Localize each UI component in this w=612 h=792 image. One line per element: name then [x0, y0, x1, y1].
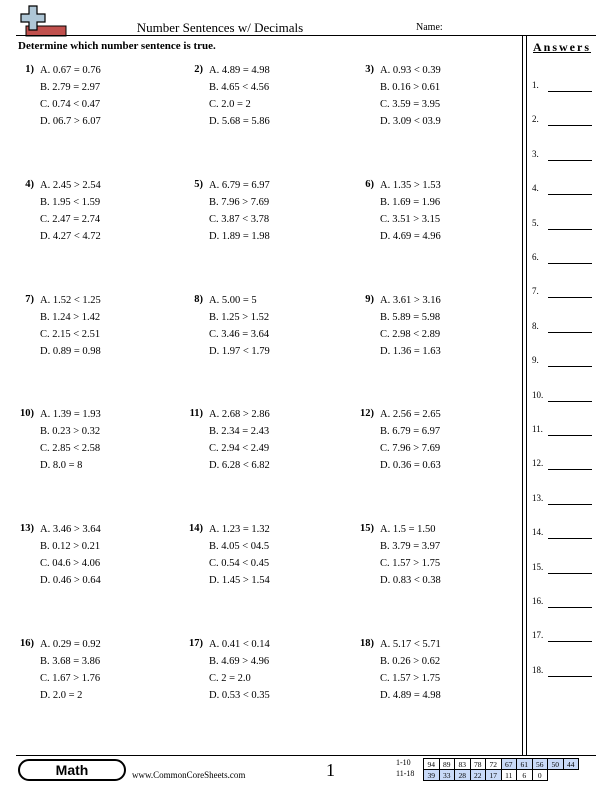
score-cell: 0	[532, 770, 548, 781]
problem-number: 18)	[360, 638, 374, 649]
problem-number: 17)	[189, 638, 203, 649]
option[interactable]: A. 2.68 > 2.86	[209, 409, 270, 421]
answer-number: 14.	[532, 527, 544, 538]
option[interactable]: A. 3.61 > 3.16	[380, 294, 441, 306]
score-cell: 61	[517, 759, 533, 770]
option-list	[40, 294, 101, 362]
answer-column-divider	[526, 36, 527, 755]
option[interactable]: A. 0.67 = 0.76	[40, 65, 101, 76]
option[interactable]: C. 2.15 < 2.51	[40, 328, 101, 340]
score-cell: 22	[470, 770, 486, 781]
option-list	[209, 523, 270, 591]
option-list	[40, 64, 101, 132]
option[interactable]: B. 4.05 < 04.5	[209, 541, 270, 553]
answer-number: 11.	[532, 424, 543, 434]
option-list	[209, 294, 270, 362]
score-cell: 28	[455, 770, 471, 781]
option[interactable]: C. 0.54 < 0.45	[209, 558, 270, 570]
option[interactable]: C. 1.67 > 1.76	[40, 673, 101, 684]
option[interactable]: B. 1.69 = 1.96	[380, 196, 441, 208]
instructions: Determine which number sentence is true.	[18, 40, 216, 52]
answer-number: 2.	[532, 114, 539, 125]
score-row-label: 11-18	[396, 769, 415, 778]
option-list	[380, 638, 441, 706]
score-table	[423, 769, 548, 781]
problem-number: 1)	[25, 64, 34, 75]
option[interactable]: B. 0.23 > 0.32	[40, 426, 101, 438]
problem-number: 15)	[360, 523, 374, 535]
score-cell: 17	[486, 770, 502, 781]
option[interactable]: D. 6.28 < 6.82	[209, 460, 270, 472]
option[interactable]: C. 04.6 > 4.06	[40, 558, 101, 570]
score-cell: 72	[486, 759, 502, 770]
option[interactable]: D. 0.89 = 0.98	[40, 345, 101, 357]
option[interactable]: D. 4.69 = 4.96	[380, 230, 441, 242]
answer-row	[532, 355, 592, 369]
problem-number: 12)	[360, 408, 374, 420]
answer-row	[532, 183, 592, 197]
option[interactable]: B. 1.24 > 1.42	[40, 311, 101, 323]
option[interactable]: D. 1.45 > 1.54	[209, 575, 270, 587]
score-cell: 39	[424, 770, 440, 781]
answer-number: 18.	[532, 664, 544, 675]
option[interactable]: A. 1.35 > 1.53	[380, 179, 441, 191]
answer-blank[interactable]	[548, 435, 592, 436]
option[interactable]: C. 7.96 > 7.69	[380, 443, 441, 455]
answer-row	[532, 149, 592, 163]
option[interactable]: B. 0.16 > 0.61	[380, 82, 441, 93]
answer-row	[532, 286, 592, 300]
option-list	[380, 64, 441, 132]
option[interactable]: D. 2.0 = 2	[40, 690, 83, 701]
option[interactable]: D. 8.0 = 8	[40, 460, 83, 472]
answer-row	[532, 493, 592, 507]
option[interactable]: C. 2.98 < 2.89	[380, 328, 441, 340]
answer-blank[interactable]	[548, 538, 592, 539]
answer-number: 8.	[532, 320, 539, 331]
answer-row	[532, 596, 592, 610]
option[interactable]: D. 5.68 = 5.86	[209, 116, 270, 127]
option[interactable]: C. 2.85 < 2.58	[40, 443, 101, 455]
answer-blank[interactable]	[548, 297, 592, 298]
option[interactable]: A. 2.56 = 2.65	[380, 409, 441, 421]
option-list	[380, 294, 441, 362]
footer-divider	[16, 755, 596, 756]
problem-number: 16)	[20, 638, 34, 649]
problem-number: 14)	[189, 523, 203, 535]
score-cell: 11	[501, 770, 517, 781]
answer-row	[532, 114, 592, 128]
answer-blank[interactable]	[548, 504, 592, 505]
option[interactable]: D. 1.89 = 1.98	[209, 230, 270, 242]
problem-number: 3)	[365, 64, 374, 75]
option[interactable]: A. 1.23 = 1.32	[209, 524, 270, 536]
answer-number: 12.	[532, 458, 544, 469]
option[interactable]: A. 2.45 > 2.54	[40, 179, 101, 191]
option-list	[380, 408, 441, 476]
option[interactable]: D. 0.53 < 0.35	[209, 690, 270, 701]
problem-number: 10)	[20, 408, 34, 420]
option[interactable]: B. 3.68 = 3.86	[40, 656, 101, 667]
answer-number: 1.	[532, 80, 539, 90]
score-cell: 33	[439, 770, 455, 781]
option-list	[40, 523, 101, 591]
answers-title: Answers	[533, 40, 591, 54]
answer-blank[interactable]	[548, 641, 592, 642]
answer-blank[interactable]	[548, 332, 592, 333]
option[interactable]: A. 0.93 < 0.39	[380, 65, 441, 76]
answer-blank[interactable]	[548, 229, 592, 230]
option[interactable]: B. 2.34 = 2.43	[209, 426, 270, 438]
option-list	[209, 638, 270, 706]
answer-number: 4.	[532, 183, 539, 194]
answer-number: 16.	[532, 596, 544, 606]
option-list	[40, 638, 101, 706]
problem-number: 6)	[365, 178, 374, 190]
score-cell: 50	[548, 759, 564, 770]
option[interactable]: D. 1.97 < 1.79	[209, 345, 270, 357]
option[interactable]: D. 1.36 = 1.63	[380, 345, 441, 357]
answer-blank[interactable]	[548, 469, 592, 470]
option[interactable]: B. 4.65 < 4.56	[209, 82, 270, 93]
option[interactable]: C. 2.47 = 2.74	[40, 213, 101, 225]
answer-blank[interactable]	[548, 366, 592, 367]
score-cell: 94	[424, 759, 440, 770]
answer-number: 13.	[532, 492, 544, 503]
option[interactable]: C. 1.57 > 1.75	[380, 673, 441, 684]
option[interactable]: A. 5.17 < 5.71	[380, 639, 441, 650]
option[interactable]: A. 3.46 > 3.64	[40, 524, 101, 536]
option[interactable]: C. 3.87 < 3.78	[209, 213, 270, 225]
option-list	[209, 179, 270, 247]
option[interactable]: B. 7.96 > 7.69	[209, 196, 270, 208]
option[interactable]: B. 1.25 > 1.52	[209, 311, 270, 323]
problem-number: 8)	[194, 293, 203, 305]
option[interactable]: C. 2.0 = 2	[209, 99, 251, 110]
problem-number: 13)	[20, 523, 34, 535]
score-cell: 83	[455, 759, 471, 770]
option-list	[209, 64, 270, 132]
option-list	[380, 523, 441, 591]
option[interactable]: A. 0.41 < 0.14	[209, 639, 270, 650]
page-number: 1	[326, 760, 335, 780]
option[interactable]: A. 1.52 < 1.25	[40, 294, 101, 306]
answer-column-divider	[522, 36, 523, 755]
option[interactable]: D. 4.89 = 4.98	[380, 690, 441, 701]
answer-row	[532, 527, 592, 541]
option-list	[209, 408, 270, 476]
answer-number: 3.	[532, 148, 539, 159]
answer-blank[interactable]	[548, 263, 592, 264]
answer-blank[interactable]	[548, 125, 592, 126]
answer-row	[532, 665, 592, 679]
answer-row	[532, 252, 592, 266]
option[interactable]: D. 0.46 > 0.64	[40, 575, 101, 587]
score-cell: 44	[563, 759, 579, 770]
option[interactable]: A. 6.79 = 6.97	[209, 179, 270, 191]
answer-number: 9.	[532, 355, 539, 366]
score-cell: 6	[517, 770, 533, 781]
option[interactable]: C. 3.59 = 3.95	[380, 99, 441, 110]
answer-row	[532, 390, 592, 404]
option[interactable]: C. 2 = 2.0	[209, 673, 251, 684]
score-cell: 89	[439, 759, 455, 770]
answer-blank[interactable]	[548, 401, 592, 402]
answer-row	[532, 630, 592, 644]
score-cell: 67	[501, 759, 517, 770]
score-row-label: 1-10	[396, 758, 411, 767]
answer-blank[interactable]	[548, 573, 592, 574]
header-divider	[16, 35, 596, 36]
option[interactable]: B. 1.95 < 1.59	[40, 196, 101, 208]
problem-number: 11)	[189, 408, 203, 420]
option-list	[40, 179, 101, 247]
option[interactable]: C. 3.51 > 3.15	[380, 213, 441, 225]
option[interactable]: A. 4.89 = 4.98	[209, 65, 270, 76]
site-url: www.CommonCoreSheets.com	[132, 770, 246, 780]
option[interactable]: B. 2.79 = 2.97	[40, 82, 101, 93]
option[interactable]: C. 1.57 > 1.75	[380, 558, 441, 570]
option[interactable]: C. 3.46 = 3.64	[209, 328, 270, 340]
option[interactable]: B. 6.79 = 6.97	[380, 426, 441, 438]
answer-number: 10.	[532, 389, 544, 400]
score-cell: 78	[470, 759, 486, 770]
option[interactable]: B. 0.12 > 0.21	[40, 541, 101, 553]
answer-row	[532, 458, 592, 472]
subject-badge: Math	[18, 759, 126, 781]
option[interactable]: A. 1.5 = 1.50	[380, 524, 436, 536]
option[interactable]: C. 2.94 < 2.49	[209, 443, 270, 455]
answer-blank[interactable]	[548, 607, 592, 608]
answer-blank[interactable]	[548, 676, 592, 677]
option-list	[380, 179, 441, 247]
answer-number: 17.	[532, 630, 544, 641]
option-list	[40, 408, 101, 476]
answer-blank[interactable]	[548, 194, 592, 195]
answer-number: 15.	[532, 561, 544, 572]
answer-blank[interactable]	[548, 91, 592, 92]
answer-blank[interactable]	[548, 160, 592, 161]
option[interactable]: D. 06.7 > 6.07	[40, 116, 101, 127]
answer-row	[532, 424, 592, 438]
answer-number: 7.	[532, 286, 539, 297]
option[interactable]: A. 1.39 = 1.93	[40, 409, 101, 421]
option[interactable]: C. 0.74 < 0.47	[40, 99, 101, 110]
option[interactable]: D. 0.36 = 0.63	[380, 460, 441, 472]
option[interactable]: A. 0.29 = 0.92	[40, 639, 101, 650]
answer-row	[532, 80, 592, 94]
name-label: Name:	[416, 22, 443, 33]
answer-number: 5.	[532, 217, 539, 228]
option[interactable]: B. 5.89 = 5.98	[380, 311, 441, 323]
problem-number: 4)	[25, 178, 34, 190]
option[interactable]: B. 3.79 = 3.97	[380, 541, 441, 553]
option[interactable]: D. 3.09 < 03.9	[380, 116, 441, 127]
option[interactable]: D. 0.83 < 0.38	[380, 575, 441, 587]
option[interactable]: A. 5.00 = 5	[209, 294, 257, 306]
answer-row	[532, 321, 592, 335]
problem-number: 7)	[25, 293, 34, 305]
problem-number: 5)	[194, 178, 203, 190]
answer-row	[532, 218, 592, 232]
option[interactable]: D. 4.27 < 4.72	[40, 230, 101, 242]
answer-number: 6.	[532, 252, 539, 262]
worksheet-title: Number Sentences w/ Decimals	[136, 20, 304, 35]
answer-row	[532, 562, 592, 576]
score-cell: 56	[532, 759, 548, 770]
problem-number: 9)	[365, 293, 374, 305]
option[interactable]: B. 0.26 > 0.62	[380, 656, 441, 667]
problem-number: 2)	[194, 64, 203, 75]
option[interactable]: B. 4.69 > 4.96	[209, 656, 270, 667]
